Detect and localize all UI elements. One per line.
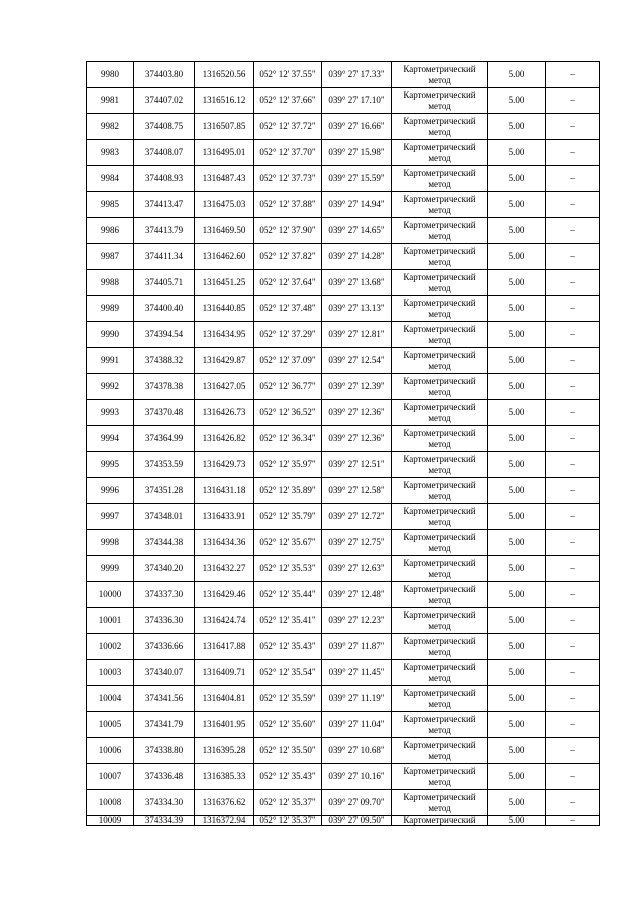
method-cell: Картометрический метод (392, 764, 488, 790)
note-cell: – (546, 114, 600, 140)
method-cell: Картометрический (392, 816, 488, 826)
note-cell: – (546, 88, 600, 114)
table-row (87, 62, 600, 88)
table-row (87, 686, 600, 712)
coordinates-table (86, 61, 600, 826)
table-row (87, 114, 600, 140)
point-number-cell: 9985 (87, 192, 134, 218)
y-coordinate-cell: 1316451.25 (195, 270, 254, 296)
latitude-cell: 052° 12' 37.48" (254, 296, 322, 322)
accuracy-cell: 5.00 (488, 192, 546, 218)
accuracy-cell: 5.00 (488, 218, 546, 244)
y-coordinate-cell: 1316432.27 (195, 556, 254, 582)
point-number-cell: 10009 (87, 816, 134, 826)
latitude-cell: 052° 12' 36.52" (254, 400, 322, 426)
longitude-cell: 039° 27' 12.75" (322, 530, 392, 556)
accuracy-cell: 5.00 (488, 296, 546, 322)
method-cell: Картометрический метод (392, 504, 488, 530)
point-number-cell: 10000 (87, 582, 134, 608)
accuracy-cell: 5.00 (488, 738, 546, 764)
y-coordinate-cell: 1316372.94 (195, 816, 254, 826)
longitude-cell: 039° 27' 12.63" (322, 556, 392, 582)
method-cell: Картометрический метод (392, 218, 488, 244)
x-coordinate-cell: 374405.71 (134, 270, 195, 296)
x-coordinate-cell: 374370.48 (134, 400, 195, 426)
method-cell: Картометрический метод (392, 348, 488, 374)
table-row (87, 270, 600, 296)
note-cell: – (546, 790, 600, 816)
longitude-cell: 039° 27' 09.70" (322, 790, 392, 816)
note-cell: – (546, 686, 600, 712)
accuracy-cell: 5.00 (488, 530, 546, 556)
table-row (87, 140, 600, 166)
method-cell: Картометрический метод (392, 88, 488, 114)
table-row (87, 504, 600, 530)
note-cell: – (546, 660, 600, 686)
longitude-cell: 039° 27' 11.45" (322, 660, 392, 686)
point-number-cell: 9990 (87, 322, 134, 348)
x-coordinate-cell: 374337.30 (134, 582, 195, 608)
accuracy-cell: 5.00 (488, 608, 546, 634)
y-coordinate-cell: 1316429.87 (195, 348, 254, 374)
longitude-cell: 039° 27' 12.72" (322, 504, 392, 530)
x-coordinate-cell: 374334.30 (134, 790, 195, 816)
table-row (87, 322, 600, 348)
table-row (87, 244, 600, 270)
longitude-cell: 039° 27' 16.66" (322, 114, 392, 140)
x-coordinate-cell: 374364.99 (134, 426, 195, 452)
method-cell: Картометрический метод (392, 608, 488, 634)
x-coordinate-cell: 374336.66 (134, 634, 195, 660)
latitude-cell: 052° 12' 37.66" (254, 88, 322, 114)
latitude-cell: 052° 12' 37.88" (254, 192, 322, 218)
y-coordinate-cell: 1316469.50 (195, 218, 254, 244)
point-number-cell: 10008 (87, 790, 134, 816)
method-cell: Картометрический метод (392, 296, 488, 322)
point-number-cell: 9995 (87, 452, 134, 478)
accuracy-cell: 5.00 (488, 686, 546, 712)
longitude-cell: 039° 27' 12.48" (322, 582, 392, 608)
longitude-cell: 039° 27' 15.98" (322, 140, 392, 166)
table-row (87, 426, 600, 452)
x-coordinate-cell: 374413.79 (134, 218, 195, 244)
point-number-cell: 10003 (87, 660, 134, 686)
table-row (87, 374, 600, 400)
latitude-cell: 052° 12' 35.50" (254, 738, 322, 764)
note-cell: – (546, 322, 600, 348)
table-row (87, 764, 600, 790)
note-cell: – (546, 62, 600, 88)
x-coordinate-cell: 374334.39 (134, 816, 195, 826)
x-coordinate-cell: 374403.80 (134, 62, 195, 88)
latitude-cell: 052° 12' 37.29" (254, 322, 322, 348)
point-number-cell: 9994 (87, 426, 134, 452)
x-coordinate-cell: 374341.79 (134, 712, 195, 738)
y-coordinate-cell: 1316429.46 (195, 582, 254, 608)
y-coordinate-cell: 1316516.12 (195, 88, 254, 114)
longitude-cell: 039° 27' 12.54" (322, 348, 392, 374)
accuracy-cell: 5.00 (488, 764, 546, 790)
x-coordinate-cell: 374394.54 (134, 322, 195, 348)
latitude-cell: 052° 12' 35.60" (254, 712, 322, 738)
latitude-cell: 052° 12' 37.73" (254, 166, 322, 192)
note-cell: – (546, 504, 600, 530)
table-row (87, 556, 600, 582)
latitude-cell: 052° 12' 35.37" (254, 790, 322, 816)
longitude-cell: 039° 27' 12.36" (322, 426, 392, 452)
y-coordinate-cell: 1316487.43 (195, 166, 254, 192)
point-number-cell: 10004 (87, 686, 134, 712)
latitude-cell: 052° 12' 35.37" (254, 816, 322, 826)
x-coordinate-cell: 374353.59 (134, 452, 195, 478)
longitude-cell: 039° 27' 12.51" (322, 452, 392, 478)
table-row (87, 348, 600, 374)
y-coordinate-cell: 1316401.95 (195, 712, 254, 738)
table-row (87, 790, 600, 816)
accuracy-cell: 5.00 (488, 166, 546, 192)
y-coordinate-cell: 1316385.33 (195, 764, 254, 790)
table-row (87, 530, 600, 556)
x-coordinate-cell: 374411.34 (134, 244, 195, 270)
table-row (87, 634, 600, 660)
latitude-cell: 052° 12' 37.55" (254, 62, 322, 88)
longitude-cell: 039° 27' 14.65" (322, 218, 392, 244)
note-cell: – (546, 400, 600, 426)
y-coordinate-cell: 1316440.85 (195, 296, 254, 322)
x-coordinate-cell: 374413.47 (134, 192, 195, 218)
y-coordinate-cell: 1316426.73 (195, 400, 254, 426)
point-number-cell: 10002 (87, 634, 134, 660)
accuracy-cell: 5.00 (488, 114, 546, 140)
latitude-cell: 052° 12' 35.67" (254, 530, 322, 556)
accuracy-cell: 5.00 (488, 816, 546, 826)
table-row (87, 478, 600, 504)
note-cell: – (546, 816, 600, 826)
y-coordinate-cell: 1316404.81 (195, 686, 254, 712)
table-row (87, 816, 600, 826)
point-number-cell: 9989 (87, 296, 134, 322)
table-row (87, 738, 600, 764)
note-cell: – (546, 374, 600, 400)
y-coordinate-cell: 1316434.36 (195, 530, 254, 556)
note-cell: – (546, 738, 600, 764)
table-row (87, 192, 600, 218)
method-cell: Картометрический метод (392, 530, 488, 556)
latitude-cell: 052° 12' 35.97" (254, 452, 322, 478)
x-coordinate-cell: 374408.75 (134, 114, 195, 140)
point-number-cell: 9993 (87, 400, 134, 426)
longitude-cell: 039° 27' 13.68" (322, 270, 392, 296)
note-cell: – (546, 764, 600, 790)
point-number-cell: 9981 (87, 88, 134, 114)
method-cell: Картометрический метод (392, 270, 488, 296)
y-coordinate-cell: 1316434.95 (195, 322, 254, 348)
point-number-cell: 9986 (87, 218, 134, 244)
point-number-cell: 9983 (87, 140, 134, 166)
method-cell: Картометрический метод (392, 582, 488, 608)
accuracy-cell: 5.00 (488, 478, 546, 504)
method-cell: Картометрический метод (392, 452, 488, 478)
method-cell: Картометрический метод (392, 400, 488, 426)
latitude-cell: 052° 12' 35.59" (254, 686, 322, 712)
accuracy-cell: 5.00 (488, 712, 546, 738)
latitude-cell: 052° 12' 35.44" (254, 582, 322, 608)
x-coordinate-cell: 374340.07 (134, 660, 195, 686)
y-coordinate-cell: 1316462.60 (195, 244, 254, 270)
method-cell: Картометрический метод (392, 114, 488, 140)
y-coordinate-cell: 1316429.73 (195, 452, 254, 478)
longitude-cell: 039° 27' 12.36" (322, 400, 392, 426)
coordinates-table-body (87, 62, 600, 826)
note-cell: – (546, 426, 600, 452)
x-coordinate-cell: 374378.38 (134, 374, 195, 400)
accuracy-cell: 5.00 (488, 244, 546, 270)
latitude-cell: 052° 12' 36.77" (254, 374, 322, 400)
latitude-cell: 052° 12' 35.43" (254, 634, 322, 660)
longitude-cell: 039° 27' 12.58" (322, 478, 392, 504)
y-coordinate-cell: 1316417.88 (195, 634, 254, 660)
note-cell: – (546, 478, 600, 504)
table-row (87, 660, 600, 686)
note-cell: – (546, 166, 600, 192)
point-number-cell: 9991 (87, 348, 134, 374)
method-cell: Картометрический метод (392, 712, 488, 738)
accuracy-cell: 5.00 (488, 348, 546, 374)
latitude-cell: 052° 12' 37.70" (254, 140, 322, 166)
longitude-cell: 039° 27' 12.39" (322, 374, 392, 400)
method-cell: Картометрический метод (392, 686, 488, 712)
table-row (87, 166, 600, 192)
point-number-cell: 9982 (87, 114, 134, 140)
x-coordinate-cell: 374351.28 (134, 478, 195, 504)
y-coordinate-cell: 1316520.56 (195, 62, 254, 88)
latitude-cell: 052° 12' 35.89" (254, 478, 322, 504)
longitude-cell: 039° 27' 17.10" (322, 88, 392, 114)
latitude-cell: 052° 12' 37.90" (254, 218, 322, 244)
accuracy-cell: 5.00 (488, 634, 546, 660)
table-row (87, 712, 600, 738)
note-cell: – (546, 140, 600, 166)
point-number-cell: 10007 (87, 764, 134, 790)
y-coordinate-cell: 1316424.74 (195, 608, 254, 634)
method-cell: Картометрический метод (392, 62, 488, 88)
note-cell: – (546, 608, 600, 634)
y-coordinate-cell: 1316433.91 (195, 504, 254, 530)
accuracy-cell: 5.00 (488, 400, 546, 426)
note-cell: – (546, 556, 600, 582)
longitude-cell: 039° 27' 13.13" (322, 296, 392, 322)
accuracy-cell: 5.00 (488, 790, 546, 816)
accuracy-cell: 5.00 (488, 62, 546, 88)
y-coordinate-cell: 1316427.05 (195, 374, 254, 400)
x-coordinate-cell: 374400.40 (134, 296, 195, 322)
table-row (87, 296, 600, 322)
x-coordinate-cell: 374408.07 (134, 140, 195, 166)
x-coordinate-cell: 374388.32 (134, 348, 195, 374)
y-coordinate-cell: 1316475.03 (195, 192, 254, 218)
table-row (87, 608, 600, 634)
longitude-cell: 039° 27' 14.94" (322, 192, 392, 218)
note-cell: – (546, 452, 600, 478)
method-cell: Картометрический метод (392, 478, 488, 504)
note-cell: – (546, 582, 600, 608)
accuracy-cell: 5.00 (488, 660, 546, 686)
y-coordinate-cell: 1316395.28 (195, 738, 254, 764)
point-number-cell: 9992 (87, 374, 134, 400)
method-cell: Картометрический метод (392, 322, 488, 348)
latitude-cell: 052° 12' 35.79" (254, 504, 322, 530)
accuracy-cell: 5.00 (488, 322, 546, 348)
point-number-cell: 10001 (87, 608, 134, 634)
note-cell: – (546, 530, 600, 556)
longitude-cell: 039° 27' 09.50" (322, 816, 392, 826)
accuracy-cell: 5.00 (488, 140, 546, 166)
note-cell: – (546, 270, 600, 296)
y-coordinate-cell: 1316507.85 (195, 114, 254, 140)
x-coordinate-cell: 374338.80 (134, 738, 195, 764)
point-number-cell: 9999 (87, 556, 134, 582)
latitude-cell: 052° 12' 37.72" (254, 114, 322, 140)
longitude-cell: 039° 27' 12.81" (322, 322, 392, 348)
accuracy-cell: 5.00 (488, 426, 546, 452)
accuracy-cell: 5.00 (488, 88, 546, 114)
method-cell: Картометрический метод (392, 556, 488, 582)
latitude-cell: 052° 12' 35.43" (254, 764, 322, 790)
latitude-cell: 052° 12' 35.54" (254, 660, 322, 686)
point-number-cell: 9998 (87, 530, 134, 556)
y-coordinate-cell: 1316495.01 (195, 140, 254, 166)
longitude-cell: 039° 27' 10.68" (322, 738, 392, 764)
note-cell: – (546, 296, 600, 322)
latitude-cell: 052° 12' 37.09" (254, 348, 322, 374)
method-cell: Картометрический метод (392, 244, 488, 270)
note-cell: – (546, 348, 600, 374)
latitude-cell: 052° 12' 37.64" (254, 270, 322, 296)
latitude-cell: 052° 12' 37.82" (254, 244, 322, 270)
y-coordinate-cell: 1316426.82 (195, 426, 254, 452)
note-cell: – (546, 192, 600, 218)
x-coordinate-cell: 374336.30 (134, 608, 195, 634)
latitude-cell: 052° 12' 35.41" (254, 608, 322, 634)
accuracy-cell: 5.00 (488, 504, 546, 530)
method-cell: Картометрический метод (392, 192, 488, 218)
longitude-cell: 039° 27' 17.33" (322, 62, 392, 88)
accuracy-cell: 5.00 (488, 556, 546, 582)
table-row (87, 218, 600, 244)
x-coordinate-cell: 374407.02 (134, 88, 195, 114)
y-coordinate-cell: 1316376.62 (195, 790, 254, 816)
method-cell: Картометрический метод (392, 166, 488, 192)
x-coordinate-cell: 374408.93 (134, 166, 195, 192)
method-cell: Картометрический метод (392, 426, 488, 452)
x-coordinate-cell: 374344.38 (134, 530, 195, 556)
table-row (87, 452, 600, 478)
y-coordinate-cell: 1316409.71 (195, 660, 254, 686)
longitude-cell: 039° 27' 10.16" (322, 764, 392, 790)
accuracy-cell: 5.00 (488, 582, 546, 608)
x-coordinate-cell: 374336.48 (134, 764, 195, 790)
point-number-cell: 9996 (87, 478, 134, 504)
latitude-cell: 052° 12' 35.53" (254, 556, 322, 582)
latitude-cell: 052° 12' 36.34" (254, 426, 322, 452)
note-cell: – (546, 712, 600, 738)
point-number-cell: 9997 (87, 504, 134, 530)
x-coordinate-cell: 374348.01 (134, 504, 195, 530)
point-number-cell: 9980 (87, 62, 134, 88)
point-number-cell: 9988 (87, 270, 134, 296)
accuracy-cell: 5.00 (488, 452, 546, 478)
point-number-cell: 10006 (87, 738, 134, 764)
table-row (87, 88, 600, 114)
point-number-cell: 10005 (87, 712, 134, 738)
table-row (87, 400, 600, 426)
y-coordinate-cell: 1316431.18 (195, 478, 254, 504)
accuracy-cell: 5.00 (488, 270, 546, 296)
longitude-cell: 039° 27' 12.23" (322, 608, 392, 634)
longitude-cell: 039° 27' 11.04" (322, 712, 392, 738)
point-number-cell: 9984 (87, 166, 134, 192)
longitude-cell: 039° 27' 15.59" (322, 166, 392, 192)
accuracy-cell: 5.00 (488, 374, 546, 400)
method-cell: Картометрический метод (392, 634, 488, 660)
note-cell: – (546, 218, 600, 244)
method-cell: Картометрический метод (392, 660, 488, 686)
x-coordinate-cell: 374340.20 (134, 556, 195, 582)
method-cell: Картометрический метод (392, 790, 488, 816)
x-coordinate-cell: 374341.56 (134, 686, 195, 712)
longitude-cell: 039° 27' 14.28" (322, 244, 392, 270)
longitude-cell: 039° 27' 11.19" (322, 686, 392, 712)
method-cell: Картометрический метод (392, 140, 488, 166)
table-row (87, 582, 600, 608)
note-cell: – (546, 634, 600, 660)
method-cell: Картометрический метод (392, 738, 488, 764)
note-cell: – (546, 244, 600, 270)
point-number-cell: 9987 (87, 244, 134, 270)
method-cell: Картометрический метод (392, 374, 488, 400)
longitude-cell: 039° 27' 11.87" (322, 634, 392, 660)
